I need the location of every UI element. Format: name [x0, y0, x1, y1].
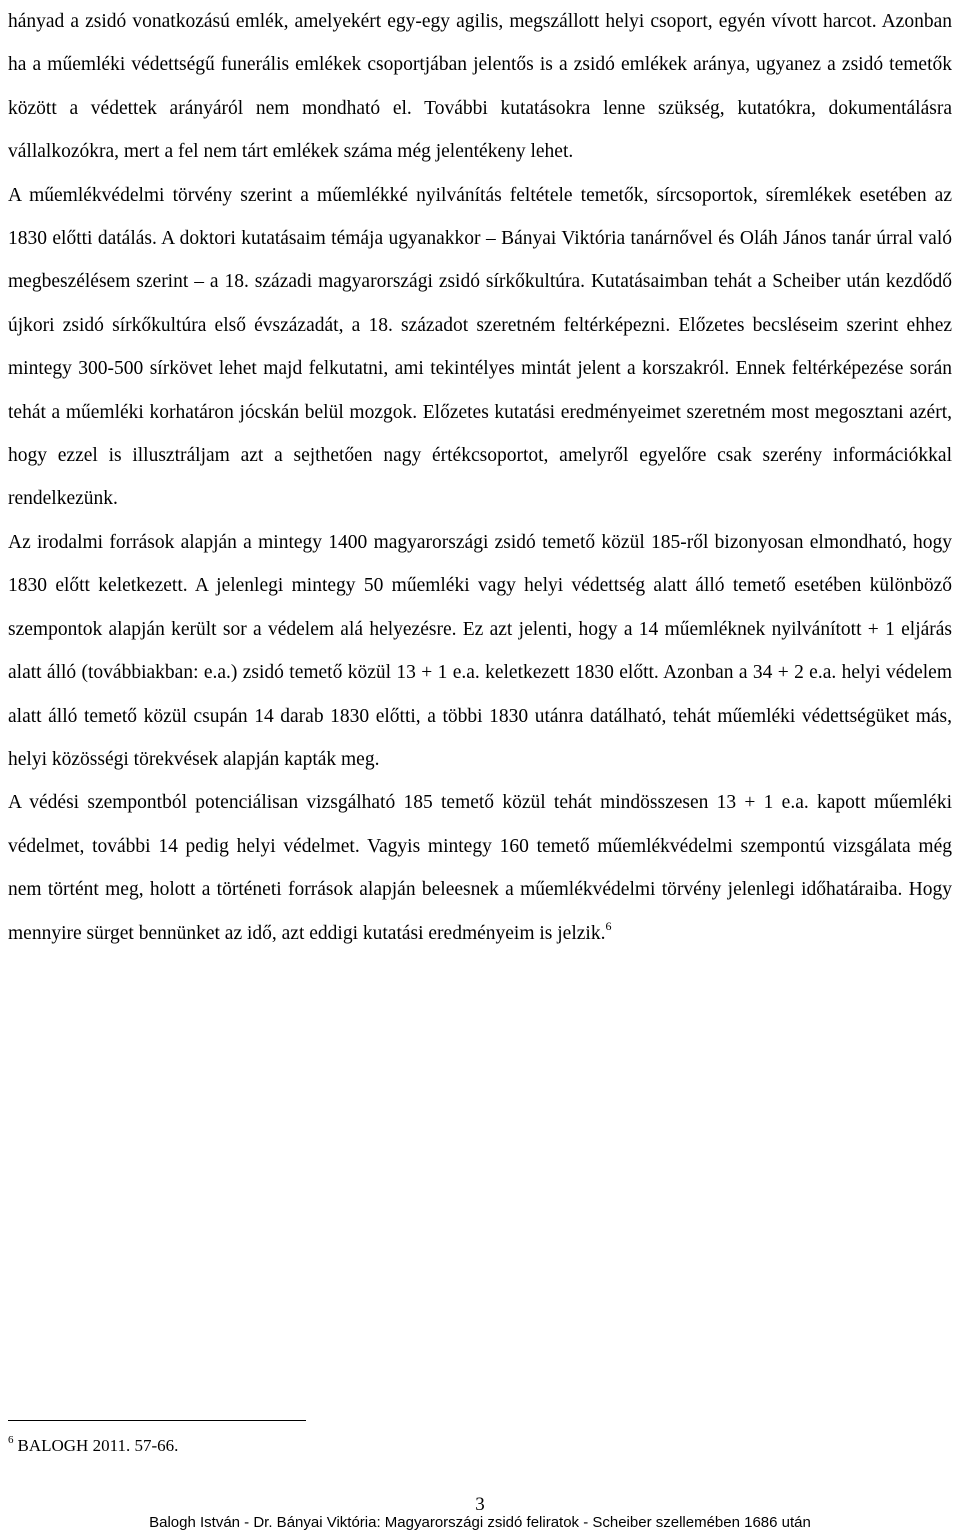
page-number: 3: [475, 1494, 485, 1515]
footnote-separator: [8, 1420, 306, 1421]
footnote-text: BALOGH 2011. 57-66.: [17, 1436, 179, 1455]
paragraph-4-text: A védési szempontból potenciálisan vizsgálható 185 temető közül tehát mindösszesen 13 + 1 e.a. kapott műemléki védelmet, további 14 pedig helyi védelmet. Vagyis mintegy 160 temető műemlékvédelmi szempontú vizsgálata még nem történt meg, holott a történeti források alapján beleesnek a műemlékvédelmi törvény jelenlegi időhatáraiba. Hogy mennyire sürget bennünket az idő, azt eddigi kutatási eredményeim is jelzik.: [8, 792, 952, 944]
paragraph-4: [8, 781, 952, 955]
paragraph-3: Az irodalmi források alapján a mintegy 1400 magyarországi zsidó temető közül 185-ről bizonyosan elmondható, hogy 1830 előtt keletkezett. A jelenlegi mintegy 50 műemléki vagy helyi védettség alatt álló temető esetében különböző szempontok alapján került sor a védelem alá helyezésre. Ez azt jelenti, hogy a 14 műemléknek nyilvánított + 1 eljárás alatt álló (továbbiakban: e.a.) zsidó temető közül 13 + 1 e.a. keletkezett 1830 előtt. Azonban a 34 + 2 e.a. helyi védelem alatt álló temető közül csupán 14 darab 1830 előtti, a többi 1830 utánra datálható, tehát műemléki védettségüket más, helyi közösségi törekvések alapján kapták meg.: [8, 531, 952, 770]
footnote-number: 6: [8, 1434, 14, 1446]
main-body-text: [8, 0, 952, 955]
paragraph-1: hányad a zsidó vonatkozású emlék, amelyekért egy-egy agilis, megszállott helyi csoport, egyén vívott harcot. Azonban ha a műemléki védettségű funerális emlékek csoportjában jelentős is a zsidó emlékek aránya, ugyanez a zsidó temetők között a védettek arányáról nem mondható el. További kutatásokra lenne szükség, kutatókra, dokumentálásra vállalkozókra, mert a fel nem tárt emlékek száma még jelentékeny lehet.: [8, 11, 952, 163]
running-footer: Balogh István - Dr. Bányai Viktória: Magyarországi zsidó feliratok - Scheiber szellemében 1686 után: [149, 1514, 811, 1531]
paragraph-2: A műemlékvédelmi törvény szerint a műemlékké nyilvánítás feltétele temetők, sírcsoportok, síremlékek esetében az 1830 előtti datálás. A doktori kutatásaim témája ugyanakkor – Bányai Viktória tanárnővel és Oláh János tanár úrral való megbeszélésem szerint – a 18. századi magyarországi zsidó sírkőkultúra. Kutatásaimban tehát a Scheiber után kezdődő újkori zsidó sírkőkultúra első évszázadát, a 18. századot szeretném feltérképezni. Előzetes becsléseim szerint ehhez mintegy 300-500 sírkövet lehet majd felkutatni, ami tekintélyes mintát jelent a korszakról. Ennek feltérképezése során tehát a műemléki korhatáron jócskán belül mozgok. Előzetes kutatási eredményeimet szeretném most megosztani azért, hogy ezzel is illusztráljam azt a sejthetően nagy értékcsoportot, amelyről egyelőre csak szerény információkkal rendelkezünk.: [8, 184, 952, 510]
footnote-reference[interactable]: 6: [605, 918, 612, 933]
footnote: [8, 1432, 178, 1460]
